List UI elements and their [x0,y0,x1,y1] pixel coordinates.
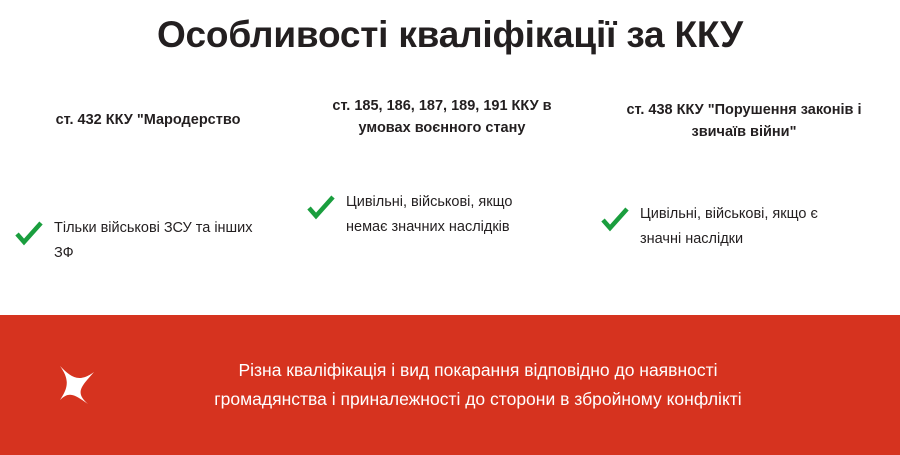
column-1-body [6,216,290,267]
columns-container [0,96,900,267]
page-title: Особливості кваліфікації за ККУ [156,14,744,55]
column-3 [588,96,900,253]
check-icon [306,192,336,222]
column-3-body [594,202,894,253]
banner-line-1: Різна кваліфікація і вид покарання відповідно до наявності [238,360,718,381]
column-2 [296,96,588,241]
column-3-text: Цивільні, військові, якщо є значні наслідки [640,206,818,248]
column-1-text: Тільки військові ЗСУ та інших ЗФ [54,220,253,262]
x-mark-icon [48,356,106,414]
banner-line-2: громадянства і приналежності до сторони в збройному конфлікті [214,389,742,409]
column-3-heading: ст. 438 ККУ "Порушення законів і звичаїв війни" [626,102,862,140]
column-1 [0,96,296,267]
column-2-body [302,190,582,241]
check-icon [600,204,630,234]
column-2-heading: ст. 185, 186, 187, 189, 191 ККУ в умовах воєнного стану [332,98,552,136]
column-1-heading: ст. 432 ККУ "Мародерство [55,112,241,128]
check-icon [14,218,44,248]
conclusion-banner [0,315,900,455]
column-2-text: Цивільні, військові, якщо немає значних наслідків [346,194,513,236]
banner-text [116,356,900,414]
